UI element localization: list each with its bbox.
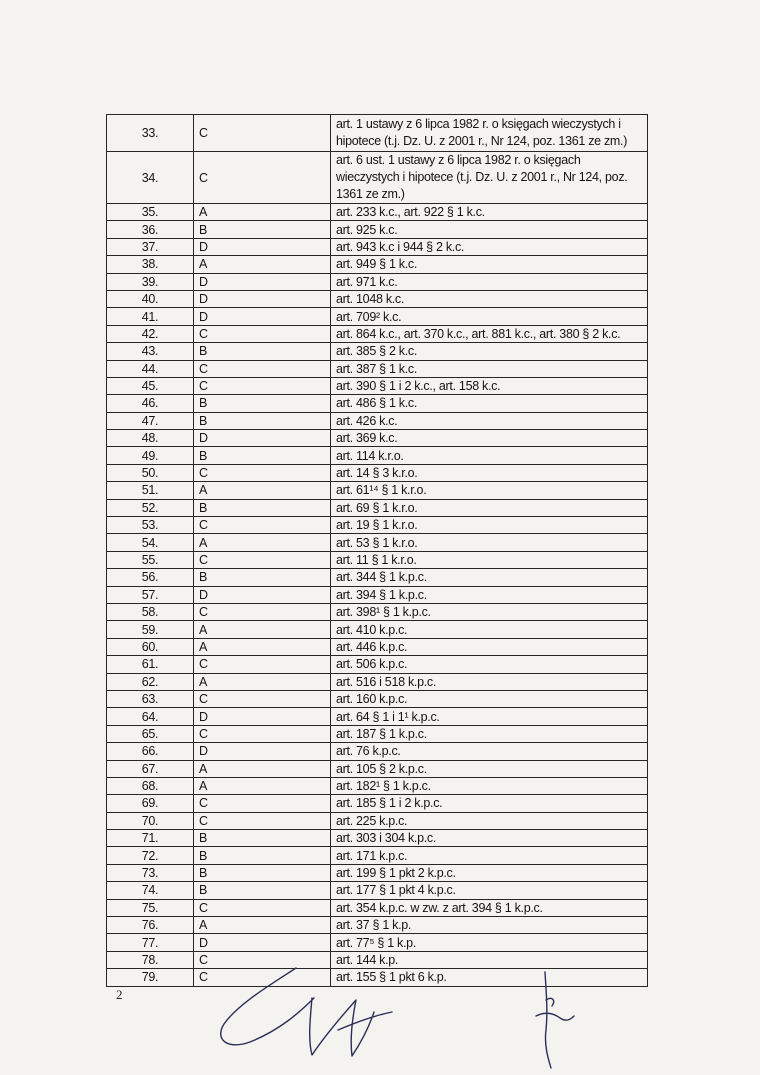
question-number-cell: 53. (107, 517, 194, 534)
answer-cell: B (194, 569, 331, 586)
question-number-cell: 33. (107, 115, 194, 152)
answer-cell: B (194, 221, 331, 238)
legal-basis-cell: art. 144 k.p. (331, 951, 648, 968)
question-number-cell: 44. (107, 360, 194, 377)
answer-cell: C (194, 325, 331, 342)
question-number-cell: 61. (107, 656, 194, 673)
answer-cell: D (194, 238, 331, 255)
question-number-cell: 52. (107, 499, 194, 516)
question-number-cell: 78. (107, 951, 194, 968)
question-number-cell: 77. (107, 934, 194, 951)
legal-basis-cell: art. 182¹ § 1 k.p.c. (331, 777, 648, 794)
question-number-cell: 36. (107, 221, 194, 238)
question-number-cell: 72. (107, 847, 194, 864)
answer-cell: A (194, 621, 331, 638)
question-number-cell: 50. (107, 464, 194, 481)
question-number-cell: 63. (107, 690, 194, 707)
answer-cell: C (194, 690, 331, 707)
legal-basis-cell: art. 864 k.c., art. 370 k.c., art. 881 k.c., art. 380 § 2 k.c. (331, 325, 648, 342)
answer-cell: C (194, 115, 331, 152)
signature-right (536, 972, 574, 1068)
legal-basis-cell: art. 171 k.p.c. (331, 847, 648, 864)
legal-basis-cell: art. 77⁵ § 1 k.p. (331, 934, 648, 951)
answer-cell: C (194, 152, 331, 204)
legal-basis-cell: art. 11 § 1 k.r.o. (331, 551, 648, 568)
answer-cell: C (194, 656, 331, 673)
legal-basis-cell: art. 385 § 2 k.c. (331, 343, 648, 360)
question-number-cell: 65. (107, 725, 194, 742)
question-number-cell: 37. (107, 238, 194, 255)
question-number-cell: 35. (107, 204, 194, 221)
legal-basis-cell: art. 516 i 518 k.p.c. (331, 673, 648, 690)
question-number-cell: 48. (107, 430, 194, 447)
legal-basis-cell: art. 398¹ § 1 k.p.c. (331, 603, 648, 620)
answer-cell: A (194, 534, 331, 551)
signature-left (221, 968, 392, 1056)
question-number-cell: 76. (107, 917, 194, 934)
question-number-cell: 42. (107, 325, 194, 342)
question-number-cell: 62. (107, 673, 194, 690)
question-number-cell: 38. (107, 256, 194, 273)
legal-basis-cell: art. 387 § 1 k.c. (331, 360, 648, 377)
question-number-cell: 59. (107, 621, 194, 638)
answer-cell: A (194, 777, 331, 794)
legal-basis-cell: art. 199 § 1 pkt 2 k.p.c. (331, 864, 648, 881)
question-number-cell: 51. (107, 482, 194, 499)
legal-basis-cell: art. 187 § 1 k.p.c. (331, 725, 648, 742)
legal-basis-cell: art. 114 k.r.o. (331, 447, 648, 464)
answer-cell: A (194, 638, 331, 655)
answer-cell: A (194, 917, 331, 934)
legal-basis-cell: art. 486 § 1 k.c. (331, 395, 648, 412)
legal-basis-cell: art. 971 k.c. (331, 273, 648, 290)
question-number-cell: 68. (107, 777, 194, 794)
legal-basis-cell: art. 354 k.p.c. w zw. z art. 394 § 1 k.p.c. (331, 899, 648, 916)
legal-basis-cell: art. 506 k.p.c. (331, 656, 648, 673)
question-number-cell: 67. (107, 760, 194, 777)
legal-basis-cell: art. 1 ustawy z 6 lipca 1982 r. o księgach wieczystych i hipotece (t.j. Dz. U. z 2001 r., Nr 124, poz. 1361 ze zm.) (331, 115, 648, 152)
answer-cell: C (194, 360, 331, 377)
question-number-cell: 57. (107, 586, 194, 603)
legal-basis-cell: art. 233 k.c., art. 922 § 1 k.c. (331, 204, 648, 221)
answer-cell: D (194, 743, 331, 760)
legal-basis-cell: art. 53 § 1 k.r.o. (331, 534, 648, 551)
answer-cell: C (194, 517, 331, 534)
legal-basis-cell: art. 6 ust. 1 ustawy z 6 lipca 1982 r. o księgach wieczystych i hipotece (t.j. Dz. U. z 2001 r., Nr 124, poz. 1361 ze zm.) (331, 152, 648, 204)
answer-cell: A (194, 204, 331, 221)
question-number-cell: 69. (107, 795, 194, 812)
answer-cell: B (194, 864, 331, 881)
answer-cell: C (194, 551, 331, 568)
legal-basis-cell: art. 185 § 1 i 2 k.p.c. (331, 795, 648, 812)
answer-cell: B (194, 447, 331, 464)
question-number-cell: 64. (107, 708, 194, 725)
question-number-cell: 66. (107, 743, 194, 760)
answer-cell: D (194, 934, 331, 951)
legal-basis-cell: art. 76 k.p.c. (331, 743, 648, 760)
answer-cell: A (194, 482, 331, 499)
legal-basis-cell: art. 446 k.p.c. (331, 638, 648, 655)
answer-cell: B (194, 882, 331, 899)
page-number: 2 (116, 987, 123, 1002)
answer-cell: A (194, 760, 331, 777)
legal-basis-cell: art. 61¹⁴ § 1 k.r.o. (331, 482, 648, 499)
question-number-cell: 55. (107, 551, 194, 568)
legal-basis-cell: art. 1048 k.c. (331, 290, 648, 307)
legal-basis-cell: art. 225 k.p.c. (331, 812, 648, 829)
answer-cell: C (194, 464, 331, 481)
legal-basis-cell: art. 925 k.c. (331, 221, 648, 238)
legal-basis-cell: art. 160 k.p.c. (331, 690, 648, 707)
legal-basis-cell: art. 344 § 1 k.p.c. (331, 569, 648, 586)
legal-basis-cell: art. 410 k.p.c. (331, 621, 648, 638)
legal-basis-cell: art. 943 k.c i 944 § 2 k.c. (331, 238, 648, 255)
legal-basis-cell: art. 426 k.c. (331, 412, 648, 429)
question-number-cell: 56. (107, 569, 194, 586)
legal-basis-cell: art. 155 § 1 pkt 6 k.p. (331, 969, 648, 986)
answer-cell: D (194, 290, 331, 307)
answer-cell: D (194, 308, 331, 325)
question-number-cell: 43. (107, 343, 194, 360)
answer-cell: C (194, 377, 331, 394)
answer-cell: C (194, 725, 331, 742)
answer-cell: C (194, 951, 331, 968)
answer-cell: B (194, 412, 331, 429)
question-number-cell: 45. (107, 377, 194, 394)
legal-basis-cell: art. 19 § 1 k.r.o. (331, 517, 648, 534)
legal-basis-cell: art. 390 § 1 i 2 k.c., art. 158 k.c. (331, 377, 648, 394)
answer-cell: D (194, 586, 331, 603)
question-number-cell: 58. (107, 603, 194, 620)
question-number-cell: 47. (107, 412, 194, 429)
question-number-cell: 71. (107, 830, 194, 847)
legal-basis-cell: art. 64 § 1 i 1¹ k.p.c. (331, 708, 648, 725)
answer-cell: C (194, 899, 331, 916)
legal-basis-cell: art. 14 § 3 k.r.o. (331, 464, 648, 481)
answer-cell: A (194, 256, 331, 273)
question-number-cell: 79. (107, 969, 194, 986)
answer-cell: B (194, 830, 331, 847)
question-number-cell: 39. (107, 273, 194, 290)
question-number-cell: 40. (107, 290, 194, 307)
answer-cell: C (194, 969, 331, 986)
answer-cell: C (194, 795, 331, 812)
answer-cell: B (194, 395, 331, 412)
legal-basis-cell: art. 709² k.c. (331, 308, 648, 325)
answer-cell: A (194, 673, 331, 690)
question-number-cell: 70. (107, 812, 194, 829)
question-number-cell: 46. (107, 395, 194, 412)
answer-cell: D (194, 273, 331, 290)
question-number-cell: 41. (107, 308, 194, 325)
question-number-cell: 60. (107, 638, 194, 655)
answer-cell: D (194, 708, 331, 725)
answer-cell: C (194, 603, 331, 620)
answer-cell: D (194, 430, 331, 447)
legal-basis-cell: art. 37 § 1 k.p. (331, 917, 648, 934)
answer-cell: B (194, 499, 331, 516)
legal-basis-cell: art. 303 i 304 k.p.c. (331, 830, 648, 847)
legal-basis-cell: art. 69 § 1 k.r.o. (331, 499, 648, 516)
answer-cell: B (194, 847, 331, 864)
question-number-cell: 49. (107, 447, 194, 464)
answer-cell: B (194, 343, 331, 360)
legal-basis-cell: art. 394 § 1 k.p.c. (331, 586, 648, 603)
question-number-cell: 73. (107, 864, 194, 881)
legal-basis-cell: art. 949 § 1 k.c. (331, 256, 648, 273)
question-number-cell: 75. (107, 899, 194, 916)
question-number-cell: 74. (107, 882, 194, 899)
answer-cell: C (194, 812, 331, 829)
legal-basis-cell: art. 369 k.c. (331, 430, 648, 447)
legal-basis-cell: art. 177 § 1 pkt 4 k.p.c. (331, 882, 648, 899)
question-number-cell: 54. (107, 534, 194, 551)
question-number-cell: 34. (107, 152, 194, 204)
legal-basis-cell: art. 105 § 2 k.p.c. (331, 760, 648, 777)
